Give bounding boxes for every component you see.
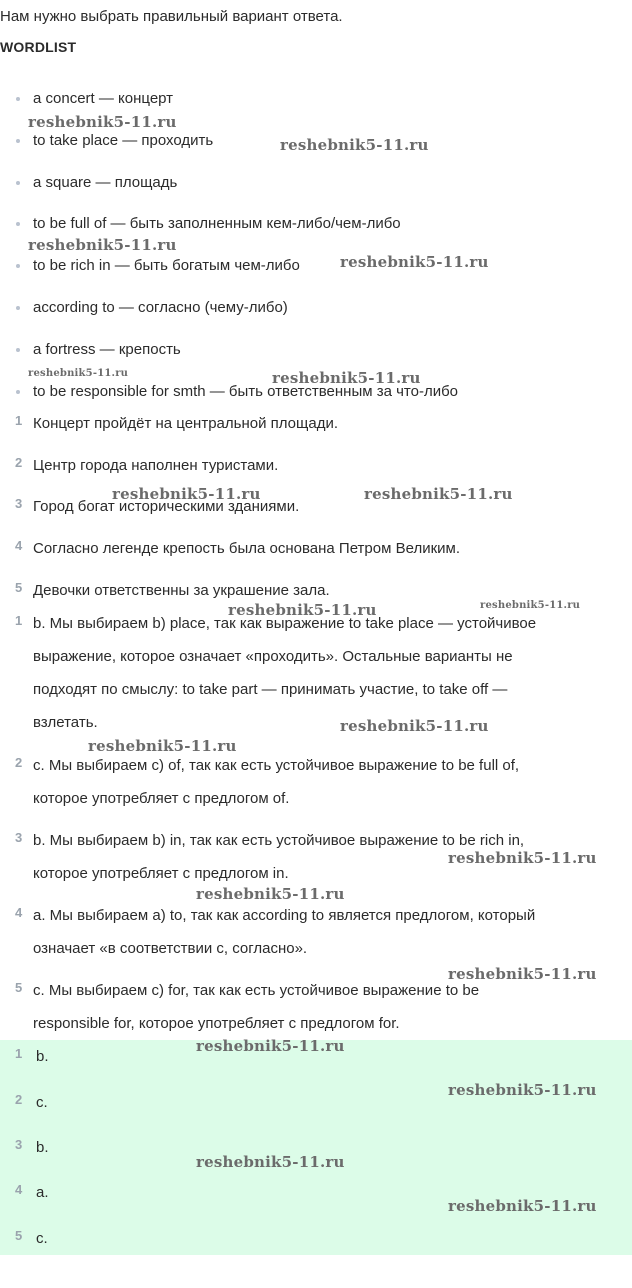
bullet-icon	[16, 181, 20, 185]
watermark: reshebnik5-11.ru	[272, 369, 421, 387]
item-number: 1	[15, 613, 23, 628]
watermark: reshebnik5-11.ru	[340, 717, 489, 735]
list-item: to be rich in — быть богатым чем-либо	[0, 255, 632, 277]
watermark: reshebnik5-11.ru	[28, 113, 177, 131]
bullet-icon	[16, 222, 20, 226]
answer-item: 4 a.	[15, 1182, 49, 1201]
watermark: reshebnik5-11.ru	[196, 1037, 345, 1055]
watermark: reshebnik5-11.ru	[280, 136, 429, 154]
list-item: a fortress — крепость	[0, 339, 632, 361]
explanation-item: b. Мы выбираем b) in, так как есть устойчивое выражение to be rich in, которое употребляет с предлогом in.	[33, 832, 525, 882]
watermark: reshebnik5-11.ru	[448, 849, 597, 867]
item-number: 3	[15, 1137, 23, 1152]
watermark: reshebnik5-11.ru	[448, 1197, 597, 1215]
watermark: reshebnik5-11.ru	[196, 885, 345, 903]
watermark: reshebnik5-11.ru	[112, 485, 261, 503]
watermark: reshebnik5-11.ru	[228, 601, 377, 619]
explanation-item: a. Мы выбираем a) to, так как according to является предлогом, который означает «в соответствии с, согласно».	[33, 907, 536, 957]
list-item: to be responsible for smth — быть ответственным за что-либо	[0, 381, 632, 403]
watermark: reshebnik5-11.ru	[448, 1081, 597, 1099]
bullet-icon	[16, 390, 20, 394]
answer-item: 3 b.	[15, 1137, 49, 1156]
list-item: to be full of — быть заполненным кем-либо/чем-либо	[0, 213, 632, 235]
item-number: 4	[15, 905, 23, 920]
item-number: 4	[15, 538, 23, 553]
list-item: a concert — концерт	[0, 88, 632, 110]
sentence-item: 1 Концерт пройдёт на центральной площади.	[15, 413, 339, 432]
watermark: reshebnik5-11.ru	[340, 253, 489, 271]
bullet-icon	[16, 97, 20, 101]
watermark: reshebnik5-11.ru	[480, 600, 581, 611]
bullet-icon	[16, 306, 20, 310]
item-number: 2	[15, 755, 23, 770]
sentence-item: 5 Девочки ответственны за украшение зала.	[15, 580, 330, 599]
item-number: 3	[15, 830, 23, 845]
bullet-icon	[16, 139, 20, 143]
item-number: 4	[15, 1182, 23, 1197]
answer-item: 5 c.	[15, 1228, 48, 1247]
answer-item: 2 c.	[15, 1092, 48, 1111]
list-item: to take place — проходить	[0, 130, 632, 152]
watermark: reshebnik5-11.ru	[364, 485, 513, 503]
watermark: reshebnik5-11.ru	[88, 737, 237, 755]
explanation-item: c. Мы выбираем c) of, так как есть устойчивое выражение to be full of, которое употребляет с предлогом of.	[33, 757, 520, 807]
answer-item: 1 b.	[15, 1046, 49, 1065]
watermark: reshebnik5-11.ru	[28, 236, 177, 254]
sentence-item: 2 Центр города наполнен туристами.	[15, 455, 279, 474]
sentence-item: 4 Согласно легенде крепость была основана Петром Великим.	[15, 538, 460, 557]
list-item: according to — согласно (чему-либо)	[0, 297, 632, 319]
sentence-item: 3 Город богат историческими зданиями.	[15, 496, 300, 515]
item-number: 2	[15, 455, 23, 470]
explanation-item: b. Мы выбираем b) place, так как выражение to take place — устойчивое выражение, которое означает «проходить». Остальные варианты не подходят по смыслу: to take part — принимать участие, to take off — взлетать.	[33, 615, 537, 731]
wordlist-title: WORDLIST	[0, 39, 77, 55]
watermark: reshebnik5-11.ru	[448, 965, 597, 983]
watermark: reshebnik5-11.ru	[196, 1153, 345, 1171]
item-number: 1	[15, 1046, 23, 1061]
watermark: reshebnik5-11.ru	[28, 368, 129, 379]
item-number: 5	[15, 580, 23, 595]
intro-text: Нам нужно выбрать правильный вариант ответа.	[0, 8, 343, 25]
item-number: 5	[15, 980, 23, 995]
item-number: 1	[15, 413, 23, 428]
item-number: 5	[15, 1228, 23, 1243]
list-item: a square — площадь	[0, 172, 632, 194]
bullet-icon	[16, 264, 20, 268]
item-number: 2	[15, 1092, 23, 1107]
item-number: 3	[15, 496, 23, 511]
bullet-icon	[16, 348, 20, 352]
explanation-item: c. Мы выбираем c) for, так как есть устойчивое выражение to be responsible for, которое употребляет с предлогом for.	[33, 982, 480, 1032]
